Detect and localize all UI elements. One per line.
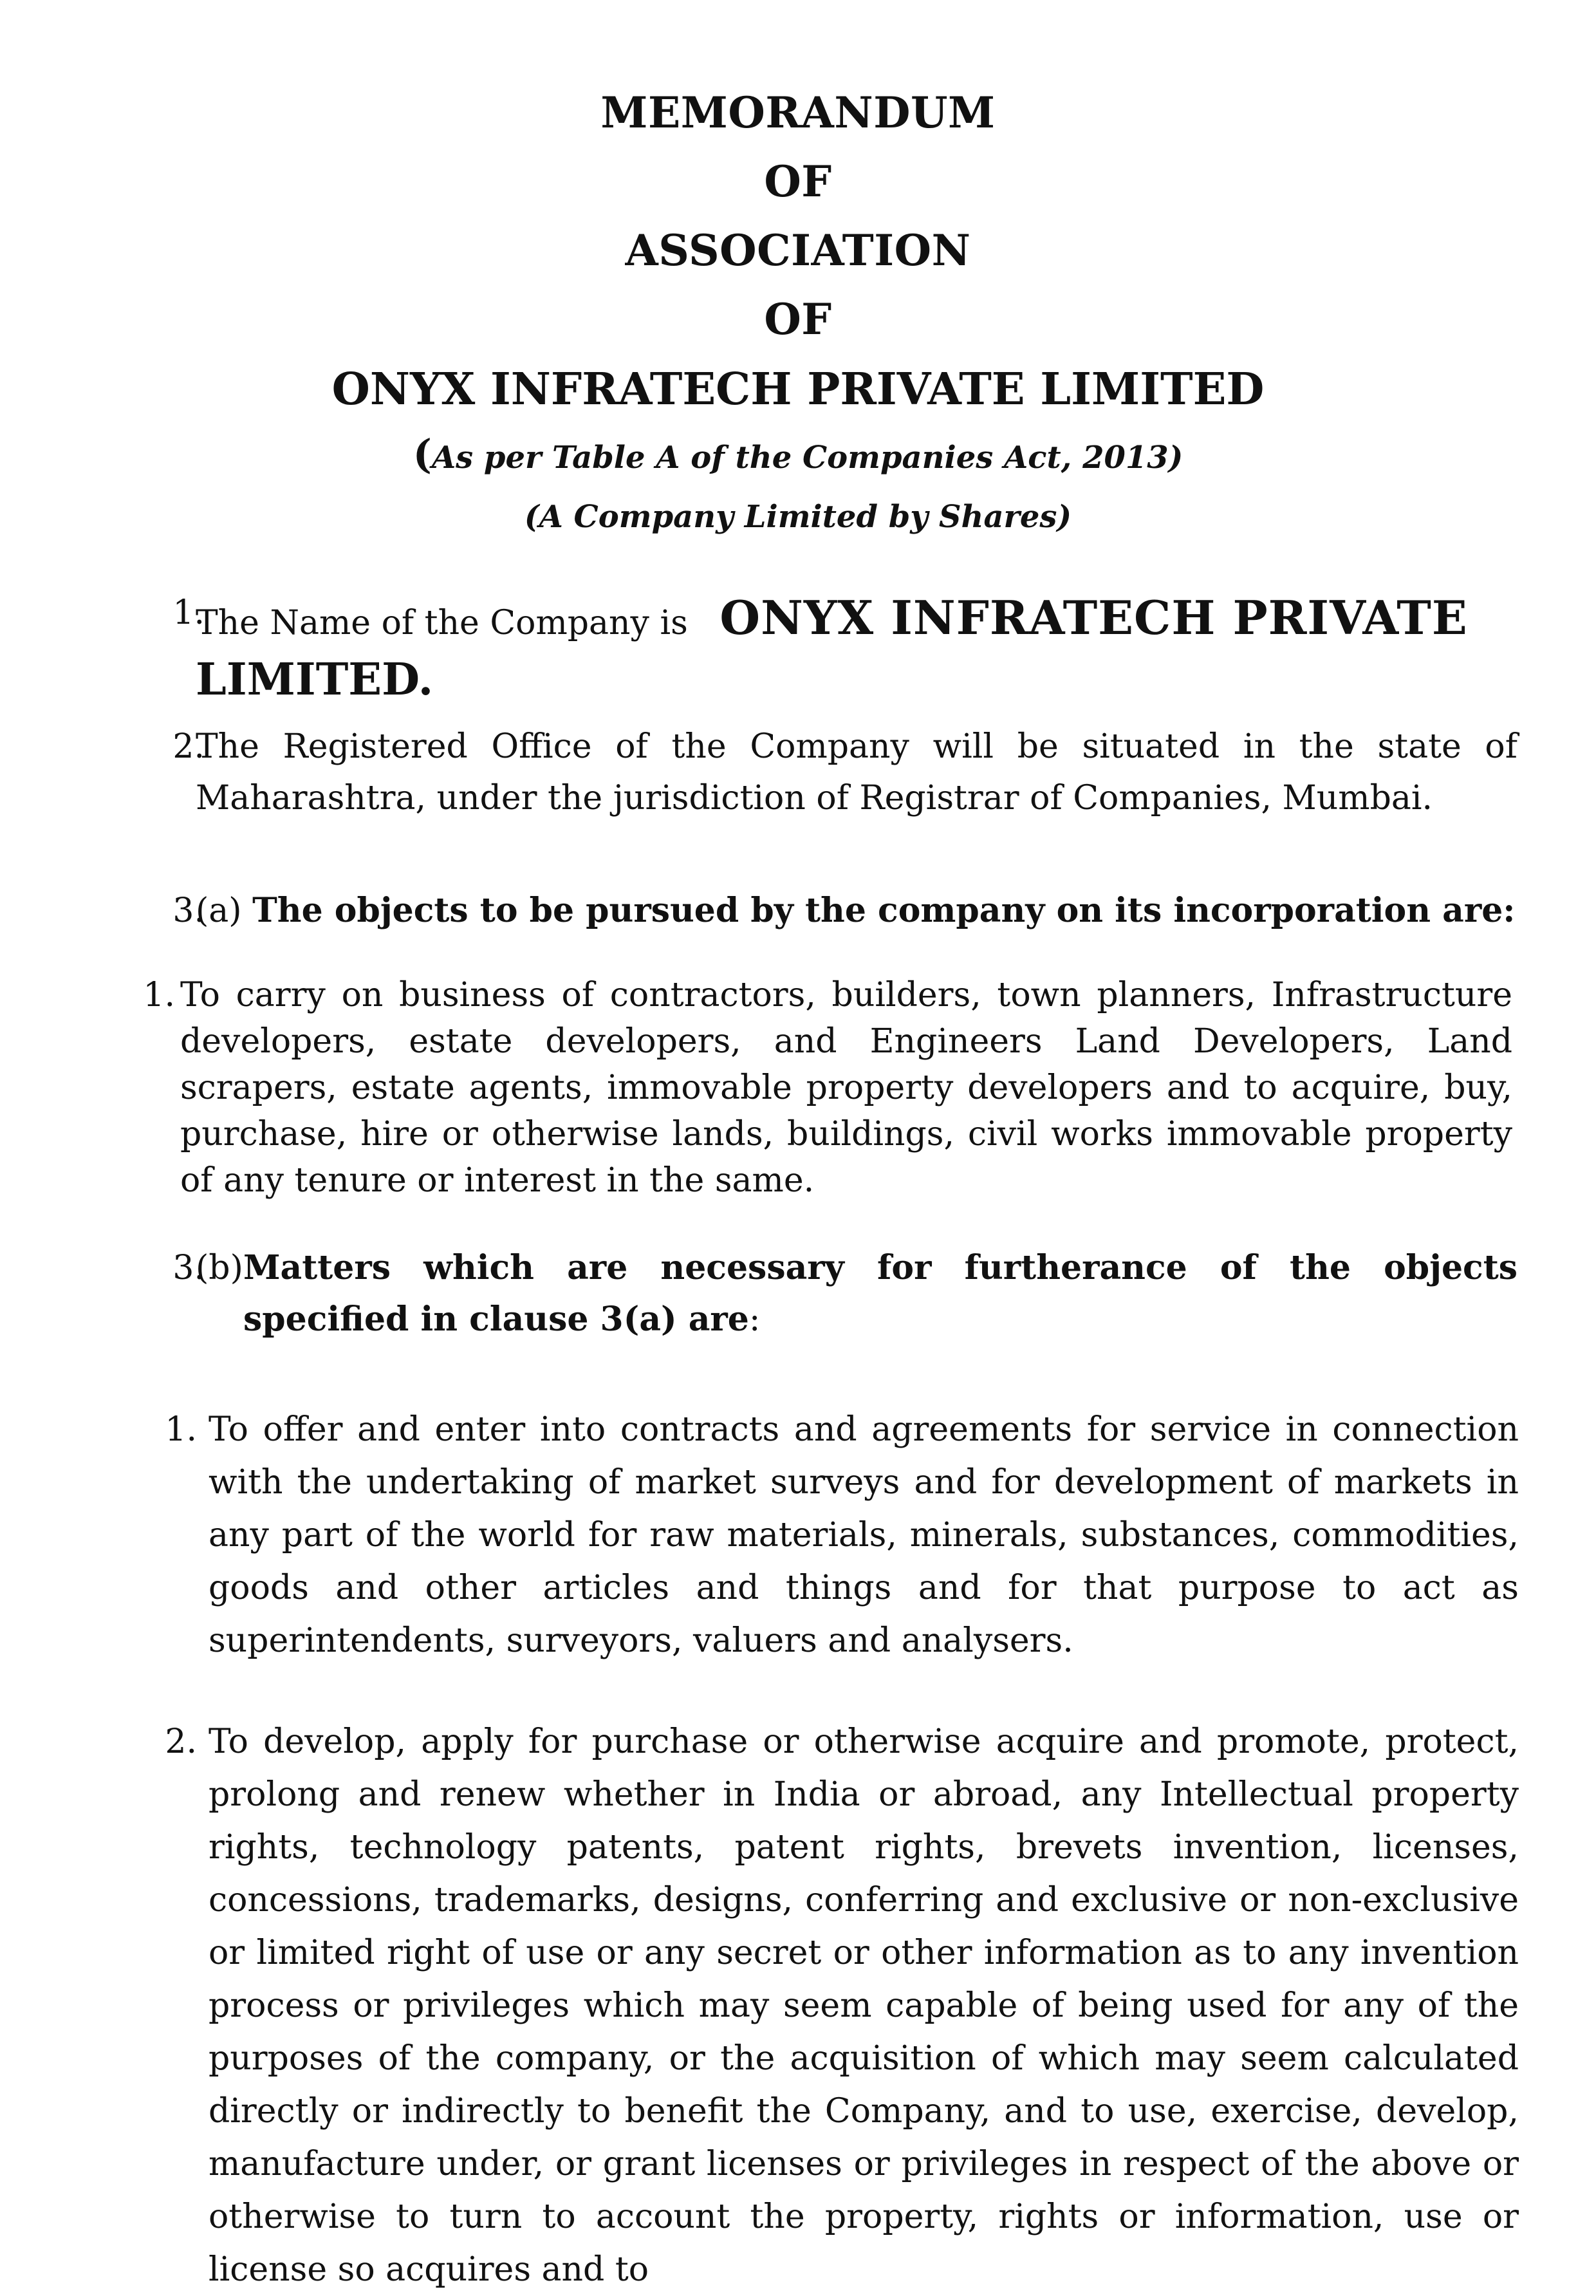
- subtitle-table-a-text: As per Table A of the Companies Act, 2013): [431, 440, 1183, 476]
- matter-2: [161, 1715, 1519, 2296]
- title-of-2: OF: [764, 294, 832, 344]
- title-memorandum: MEMORANDUM: [600, 88, 996, 138]
- clause-3a-heading: The objects to be pursued by the company on its incorporation are:: [252, 891, 1516, 930]
- title-of-1: OF: [764, 156, 832, 207]
- clause-number: 1.: [172, 593, 205, 632]
- subtitle-open-paren: (: [413, 431, 432, 478]
- clause-1-name: [134, 587, 1517, 705]
- clause-3b-colon: :: [748, 1300, 761, 1339]
- clause-3b-matters: [134, 1242, 1517, 1345]
- clause-2-text: The Registered Office of the Company will be situated in the state of Maharashtra, under the jurisdiction of Registrar of Companies, Mumbai.: [196, 727, 1517, 817]
- subtitle-table-a: [0, 425, 1596, 487]
- clause-2-registered-office: [134, 721, 1517, 824]
- clause-3b-heading: Matters which are necessary for furtherance of the objects specified in clause 3(a) are: [243, 1248, 1517, 1339]
- clause-3b-heading-line: [243, 1242, 1517, 1345]
- clause-number: 3.: [172, 891, 205, 930]
- matter-number: 2.: [165, 1722, 197, 1761]
- matter-2-text: To develop, apply for purchase or otherwise acquire and promote, protect, prolong and renew whether in India or abroad, any Intellectual property rights, technology patents, patent rights, brevets invention, licenses, concessions, trademarks, designs, conferring and exclusive or non-exclusive or limited right of use or any secret or other information as to any invention process or privileges which may seem capable of being used for any of the purposes of the company, or the acquisition of which may seem calculated directly or indirectly to benefit the Company, and to use, exercise, develop, manufacture under, or grant licenses or privileges in respect of the above or otherwise to turn to account the property, rights or information, use or license so acquires and to: [209, 1722, 1519, 2289]
- title-company-name: ONYX INFRATECH PRIVATE LIMITED: [331, 364, 1265, 415]
- document-title-block: [0, 79, 1596, 546]
- clause-3a-objects: [134, 885, 1517, 937]
- clause-1-text: The Name of the Company is: [196, 604, 688, 642]
- matter-number: 1.: [165, 1410, 197, 1449]
- clause-1-company-name: ONYX INFRATECH PRIVATE: [719, 590, 1468, 645]
- subtitle-limited-by-shares: (A Company Limited by Shares): [524, 499, 1072, 535]
- clause-text: [196, 587, 1517, 705]
- title-association: ASSOCIATION: [625, 225, 971, 275]
- clause-1-company-name-cont: LIMITED.: [196, 654, 434, 705]
- clause-number: 2.: [172, 727, 205, 766]
- matter-1-text: To offer and enter into contracts and agreements for service in connection with the undertaking of market surveys and for development of markets in any part of the world for raw materials, minerals, substances, commodities, goods and other articles and things and for that purpose to act as superintendents, surveyors, valuers and analysers.: [209, 1410, 1519, 1660]
- matter-1: [161, 1403, 1519, 1667]
- clause-number: 3.: [172, 1249, 205, 1287]
- clause-3a-label: (a): [196, 891, 242, 930]
- object-number: 1.: [143, 976, 175, 1014]
- clause-3b-label: (b): [196, 1249, 243, 1287]
- clause-3a-heading-line: [196, 885, 1517, 937]
- object-1-text: To carry on business of contractors, builders, town planners, Infrastructure developers, estate developers, and Engineers Land Developers, Land scrapers, estate agents, immovable property developers and to acquire, buy, purchase, hire or otherwise lands, buildings, civil works immovable property of any tenure or interest in the same.: [180, 976, 1512, 1200]
- object-1: [122, 972, 1512, 1204]
